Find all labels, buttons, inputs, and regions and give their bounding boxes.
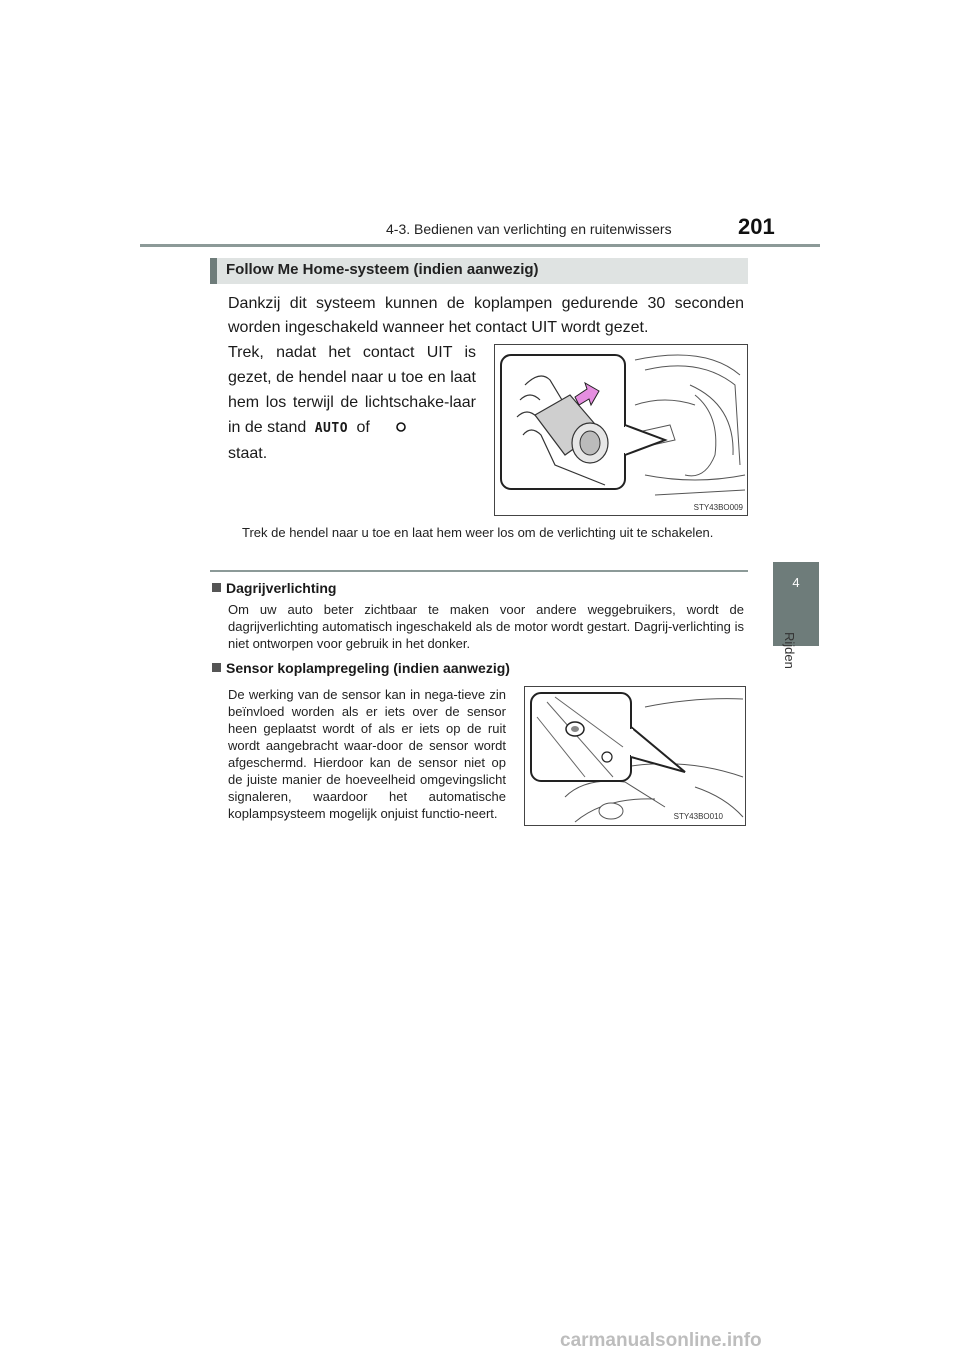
step-text: Trek, nadat het contact UIT is gezet, de hendel naar u toe en laat hem los terwijl de lichtschake-laar in de stand: [228, 344, 476, 436]
parking-light-icon: [392, 420, 410, 434]
step-instruction: [228, 340, 476, 466]
subheading-daylight-text: Dagrijverlichting: [226, 580, 337, 596]
subheading-daylight: [212, 580, 336, 596]
daylight-body: Om uw auto beter zichtbaar te maken voor andere weggebruikers, wordt de dagrijverlichting automatisch ingeschakeld als de motor wordt gestart. Dagrij-verlichting is niet ontworpen voor gebruik in het donker.: [228, 602, 744, 651]
header-divider: [140, 244, 820, 247]
subheading-sensor-text: Sensor koplampregeling (indien aanwezig): [226, 660, 510, 676]
section-heading-accent: [210, 258, 217, 284]
chapter-tab-label: Rijden: [782, 632, 797, 669]
auto-symbol: AUTO: [314, 421, 349, 436]
figure-code: STY43BO010: [673, 812, 723, 821]
section-heading-bar: [210, 258, 748, 284]
note-text: Trek de hendel naar u toe en laat hem weer los om de verlichting uit te schakelen.: [242, 525, 714, 540]
section-divider: [210, 570, 748, 572]
sensor-illustration: [524, 686, 746, 826]
header-section-title: 4-3. Bedienen van verlichting en ruitenwissers: [386, 221, 672, 237]
step-text-end: staat.: [228, 445, 268, 462]
bullet-square-icon: [212, 583, 221, 592]
sensor-body: De werking van de sensor kan in nega-tieve zin beïnvloed worden als er iets over de sensor heen geplaatst wordt of als er iets op de ruit wordt aangebracht waar-door de sensor wordt afgeschermd. Hierdoor kan de sensor niet op de juiste manier de hoeveelheid omgevingslicht signaleren, waardoor het automatische koplampsysteem mogelijk onjuist functio-neert.: [228, 687, 506, 821]
lever-drawing: [495, 345, 747, 515]
page-number: 201: [738, 214, 775, 239]
subheading-sensor: [212, 660, 510, 676]
step-text-or: of: [356, 419, 370, 436]
section-heading: Follow Me Home-systeem (indien aanwezig): [226, 261, 539, 278]
footer-watermark: carmanualsonline.info: [560, 1330, 762, 1351]
lever-illustration: [494, 344, 748, 516]
bullet-square-icon: [212, 663, 221, 672]
figure-code: STY43BO009: [693, 503, 743, 512]
section-intro: Dankzij dit systeem kunnen de koplampen gedurende 30 seconden worden ingeschakeld wanneer het contact UIT wordt gezet.: [228, 295, 744, 336]
chapter-tab-number: 4: [792, 575, 800, 590]
sensor-drawing: [525, 687, 745, 825]
